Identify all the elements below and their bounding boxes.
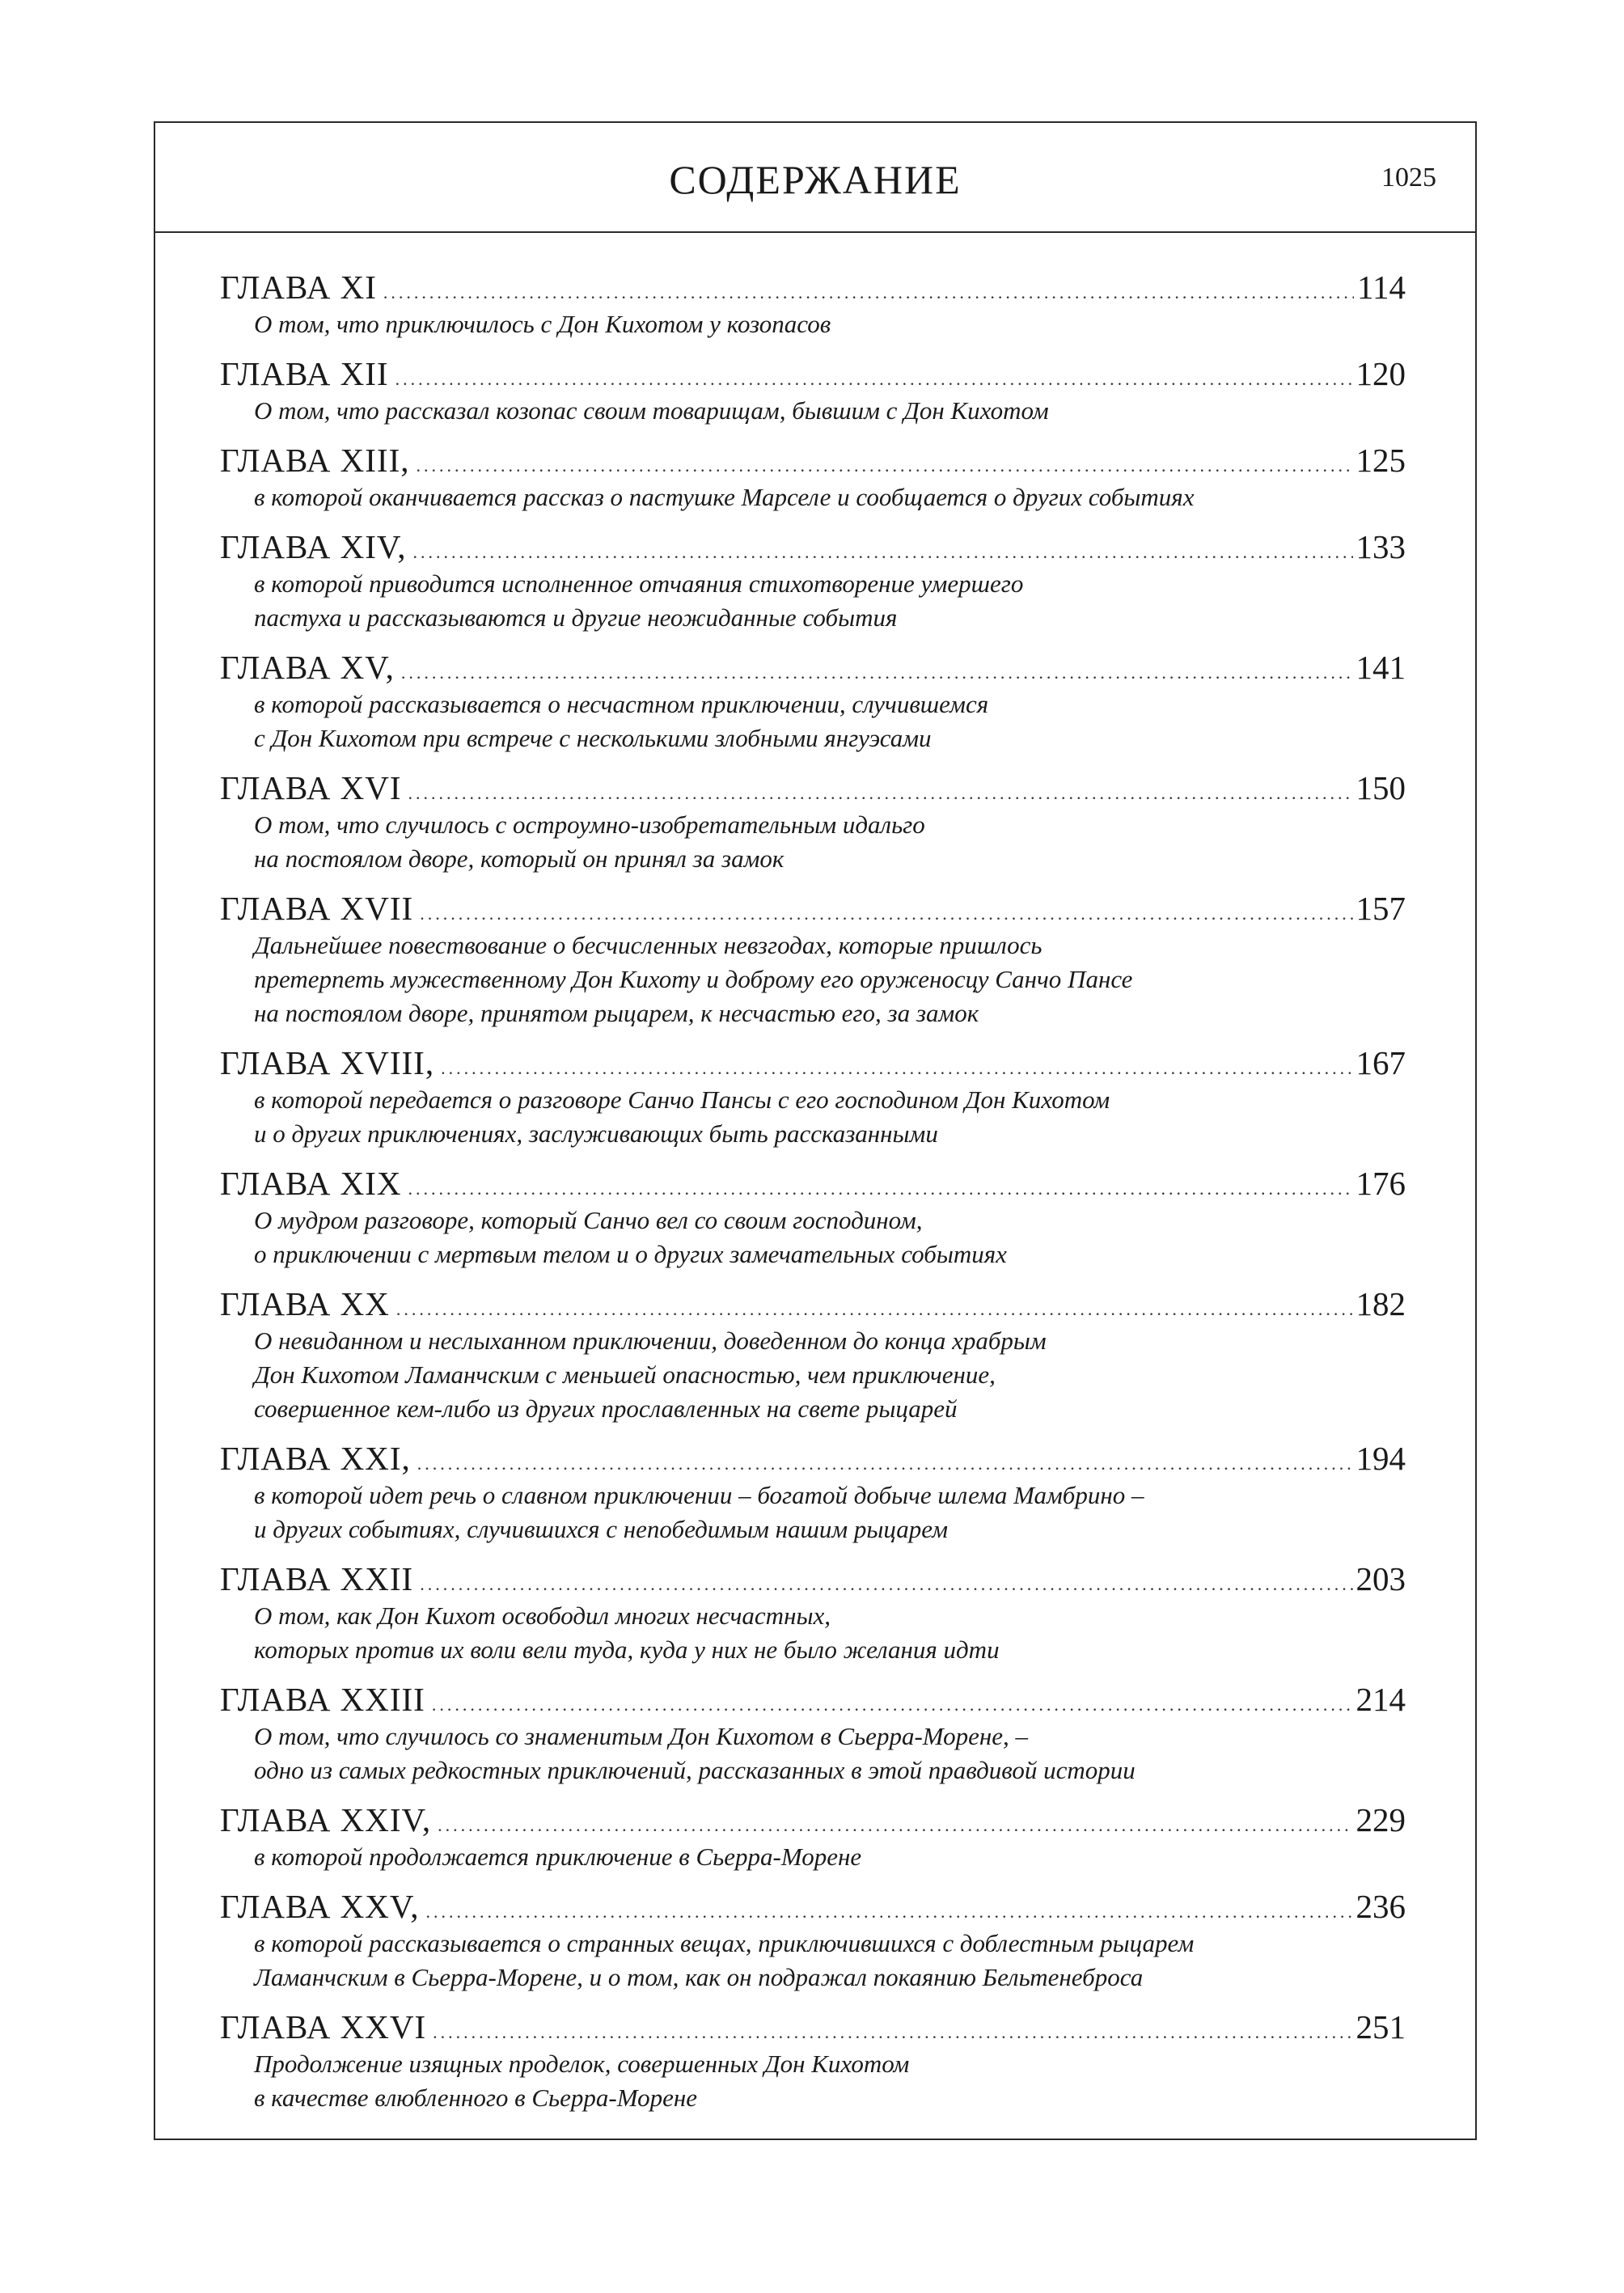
chapter-title: ГЛАВА XXIII bbox=[220, 1681, 425, 1718]
chapter-description-line: с Дон Кихотом при встрече с несколькими злобными янгуэсами bbox=[254, 724, 932, 752]
chapter-description-line: О том, что случилось с остроумно-изобретательным идальго bbox=[254, 810, 925, 839]
chapter-description bbox=[220, 1927, 1406, 1995]
table-of-contents bbox=[220, 267, 1406, 2127]
page-header bbox=[155, 123, 1475, 233]
chapter-title: ГЛАВА XX bbox=[220, 1285, 390, 1322]
toc-entry-heading bbox=[220, 1163, 1406, 1204]
chapter-description-line: в которой передается о разговоре Санчо Пансы с его господином Дон Кихотом bbox=[254, 1085, 1110, 1114]
toc-entry-heading bbox=[220, 1559, 1406, 1599]
chapter-title: ГЛАВА XXII bbox=[220, 1560, 414, 1597]
chapter-description-line: в которой рассказывается о несчастном приключении, случившемся bbox=[254, 690, 989, 718]
chapter-description-line: в качестве влюбленного в Сьерра-Морене bbox=[254, 2084, 698, 2112]
chapter-description-line: одно из самых редкостных приключений, рассказанных в этой правдивой истории bbox=[254, 1756, 1136, 1784]
toc-entry-heading bbox=[220, 440, 1406, 480]
chapter-title: ГЛАВА XIV, bbox=[220, 528, 407, 565]
chapter-page-number: 167 bbox=[1355, 1044, 1406, 1081]
toc-entry-heading bbox=[220, 1438, 1406, 1479]
chapter-description bbox=[220, 808, 1406, 876]
chapter-title: ГЛАВА XVII bbox=[220, 890, 414, 927]
toc-entry bbox=[220, 1559, 1406, 1667]
toc-entry-heading bbox=[220, 2007, 1406, 2047]
chapter-description-line: на постоялом дворе, который он принял за замок bbox=[254, 844, 785, 873]
chapter-title: ГЛАВА XVI bbox=[220, 769, 402, 806]
chapter-title: ГЛАВА XII bbox=[220, 355, 389, 392]
toc-entry-heading bbox=[220, 1886, 1406, 1927]
chapter-page-number: 214 bbox=[1355, 1681, 1406, 1718]
chapter-title: ГЛАВА XVIII, bbox=[220, 1044, 435, 1081]
chapter-description bbox=[220, 1083, 1406, 1151]
toc-entry bbox=[220, 1043, 1406, 1151]
toc-entry bbox=[220, 1886, 1406, 1995]
chapter-page-number: 251 bbox=[1355, 2008, 1406, 2046]
chapter-description bbox=[220, 567, 1406, 635]
chapter-page-number: 125 bbox=[1355, 442, 1406, 479]
chapter-page-number: 236 bbox=[1355, 1888, 1406, 1925]
chapter-description-line: в которой приводится исполненное отчаяния стихотворение умершего bbox=[254, 569, 1024, 598]
chapter-description-line: о приключении с мертвым телом и о других замечательных событиях bbox=[254, 1240, 1007, 1268]
toc-entry-heading bbox=[220, 888, 1406, 929]
chapter-description-line: Ламанчским в Сьерра-Морене, и о том, как он подражал покаянию Бельтенеброса bbox=[254, 1963, 1144, 1991]
toc-entry-heading bbox=[220, 1043, 1406, 1083]
chapter-description bbox=[220, 1599, 1406, 1667]
chapter-description-line: пастуха и рассказываются и другие неожиданные события bbox=[254, 603, 898, 632]
chapter-description bbox=[220, 929, 1406, 1030]
chapter-description-line: О том, как Дон Кихот освободил многих несчастных, bbox=[254, 1601, 831, 1630]
chapter-description-line: О том, что рассказал козопас своим товарищам, бывшим с Дон Кихотом bbox=[254, 396, 1049, 425]
toc-entry-heading bbox=[220, 353, 1406, 394]
chapter-page-number: 229 bbox=[1355, 1801, 1406, 1838]
chapter-title: ГЛАВА XIX bbox=[220, 1165, 402, 1202]
chapter-title: ГЛАВА XXIV, bbox=[220, 1801, 432, 1838]
chapter-title: ГЛАВА XXI, bbox=[220, 1440, 411, 1477]
toc-entry-heading bbox=[220, 267, 1406, 307]
toc-entry bbox=[220, 888, 1406, 1030]
page-title: СОДЕРЖАНИЕ bbox=[669, 157, 962, 202]
chapter-description-line: которых против их воли вели туда, куда у них не было желания идти bbox=[254, 1635, 1000, 1664]
chapter-description-line: на постоялом дворе, принятом рыцарем, к несчастью его, за замок bbox=[254, 999, 979, 1027]
toc-entry bbox=[220, 2007, 1406, 2115]
chapter-page-number: 150 bbox=[1355, 769, 1406, 806]
chapter-description-line: О том, что приключилось с Дон Кихотом у козопасов bbox=[254, 310, 831, 338]
chapter-page-number: 114 bbox=[1357, 269, 1406, 306]
toc-entry bbox=[220, 1679, 1406, 1787]
chapter-page-number: 176 bbox=[1355, 1165, 1406, 1202]
toc-entry bbox=[220, 440, 1406, 514]
toc-entry bbox=[220, 1800, 1406, 1874]
chapter-title: ГЛАВА XXV, bbox=[220, 1888, 420, 1925]
chapter-description-line: в которой рассказывается о странных вещах, приключившихся с доблестным рыцарем bbox=[254, 1929, 1195, 1957]
page-frame bbox=[154, 121, 1477, 2140]
chapter-description-line: в которой идет речь о славном приключении – богатой добыче шлема Мамбрино – bbox=[254, 1481, 1144, 1509]
toc-entry-heading bbox=[220, 1284, 1406, 1324]
chapter-description-line: в которой продолжается приключение в Сьерра-Морене bbox=[254, 1842, 862, 1871]
chapter-description-line: претерпеть мужественному Дон Кихоту и доброму его оруженосцу Санчо Пансе bbox=[254, 965, 1133, 993]
chapter-description-line: и других событиях, случившихся с непобедимым нашим рыцарем bbox=[254, 1515, 949, 1543]
toc-entry bbox=[220, 1284, 1406, 1426]
chapter-title: ГЛАВА XV, bbox=[220, 649, 395, 686]
chapter-page-number: 157 bbox=[1355, 890, 1406, 927]
chapter-description-line: совершенное кем-либо из других прославленных на свете рыцарей bbox=[254, 1394, 958, 1423]
chapter-description-line: Дон Кихотом Ламанчским с меньшей опасностью, чем приключение, bbox=[254, 1360, 996, 1389]
chapter-description-line: О мудром разговоре, который Санчо вел со своим господином, bbox=[254, 1206, 923, 1234]
chapter-title: ГЛАВА XXVI bbox=[220, 2008, 427, 2046]
toc-entry bbox=[220, 527, 1406, 635]
chapter-description bbox=[220, 1479, 1406, 1546]
page-number: 1025 bbox=[1381, 163, 1436, 192]
chapter-description bbox=[220, 1324, 1406, 1426]
chapter-page-number: 203 bbox=[1355, 1560, 1406, 1597]
chapter-description bbox=[220, 2047, 1406, 2115]
chapter-description-line: О том, что случилось со знаменитым Дон Кихотом в Сьерра-Морене, – bbox=[254, 1722, 1029, 1750]
chapter-page-number: 133 bbox=[1355, 528, 1406, 565]
chapter-page-number: 120 bbox=[1355, 355, 1406, 392]
toc-entry bbox=[220, 1438, 1406, 1546]
toc-entry bbox=[220, 647, 1406, 755]
chapter-description-line: Продолжение изящных проделок, совершенных Дон Кихотом bbox=[254, 2050, 910, 2078]
toc-entry bbox=[220, 1163, 1406, 1271]
chapter-description-line: Дальнейшее повествование о бесчисленных невзгодах, которые пришлось bbox=[254, 931, 1042, 959]
chapter-page-number: 141 bbox=[1355, 649, 1406, 686]
chapter-page-number: 194 bbox=[1355, 1440, 1406, 1477]
chapter-title: ГЛАВА XIII, bbox=[220, 442, 410, 479]
chapter-description bbox=[220, 1720, 1406, 1787]
chapter-description bbox=[220, 687, 1406, 755]
toc-entry bbox=[220, 353, 1406, 428]
chapter-description-line: и о других приключениях, заслуживающих быть рассказанными bbox=[254, 1119, 938, 1148]
toc-entry-heading bbox=[220, 1800, 1406, 1840]
chapter-description-line: О невиданном и неслыханном приключении, доведенном до конца храбрым bbox=[254, 1326, 1047, 1355]
chapter-title: ГЛАВА XI bbox=[220, 269, 377, 306]
toc-entry bbox=[220, 267, 1406, 341]
toc-entry-heading bbox=[220, 647, 1406, 687]
toc-entry bbox=[220, 768, 1406, 876]
toc-entry-heading bbox=[220, 768, 1406, 808]
toc-entry-heading bbox=[220, 1679, 1406, 1720]
chapter-page-number: 182 bbox=[1355, 1285, 1406, 1322]
toc-entry-heading bbox=[220, 527, 1406, 567]
chapter-description-line: в которой оканчивается рассказ о пастушке Марселе и сообщается о других событиях bbox=[254, 483, 1195, 511]
chapter-description bbox=[220, 1204, 1406, 1271]
